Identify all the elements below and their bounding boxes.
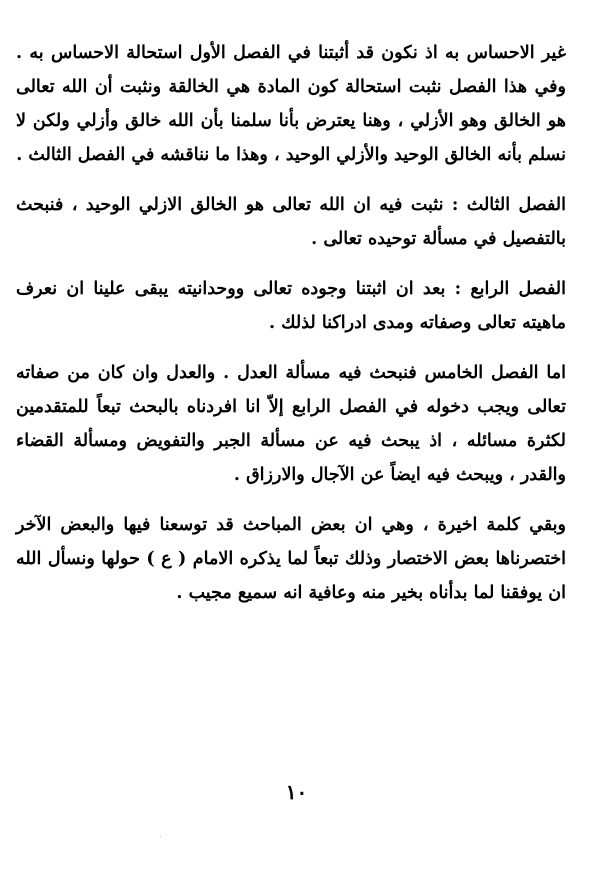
page-body-text: [16, 36, 566, 610]
scan-speck: [160, 836, 161, 837]
paragraph-intro-continued: غير الاحساس به اذ نكون قد أثبتنا في الفصل الأول استحالة الاحساس به . وفي هذا الفصل نثبت استحالة كون المادة هي الخالقة ونثبت أن الله تعالى هو الخالق وهو الأزلي ، وهنا يعترض بأنا سلمنا بأن الله خالق وأزلي ولكن لا نسلم بأنه الخالق الوحيد والأزلي الوحيد ، وهذا ما نناقشه في الفصل الثالث .: [16, 43, 566, 165]
page-number: ١٠: [285, 780, 308, 804]
paragraph-chapter-five: اما الفصل الخامس فنبحث فيه مسألة العدل . والعدل وان كان من صفاته تعالى ويجب دخوله في الفصل الرابع إلاّ انا افردناه بالبحث تبعاً للمتقدمين لكثرة مسائله ، اذ يبحث فيه عن مسألة الجبر والتفويض ومسألة القضاء والقدر ، ويبحث فيه ايضاً عن الآجال والارزاق .: [16, 363, 566, 485]
paragraph-chapter-three: الفصل الثالث : نثبت فيه ان الله تعالى هو الخالق الازلي الوحيد ، فنبحث بالتفصيل في مسألة توحيده تعالى .: [16, 195, 566, 249]
paragraph-chapter-four: الفصل الرابع : بعد ان اثبتنا وجوده تعالى ووحدانيته يبقى علينا ان نعرف ماهيته تعالى وصفاته ومدى ادراكنا لذلك .: [16, 279, 566, 333]
paragraph-closing-note: وبقي كلمة اخيرة ، وهي ان بعض المباحث قد توسعنا فيها والبعض الآخر اختصرناها بعض الاختصار وذلك تبعاً لما يذكره الامام ( ع ) حولها ونسأل الله ان يوفقنا لما بدأناه بخير منه وعافية انه سميع مجيب .: [16, 515, 566, 603]
